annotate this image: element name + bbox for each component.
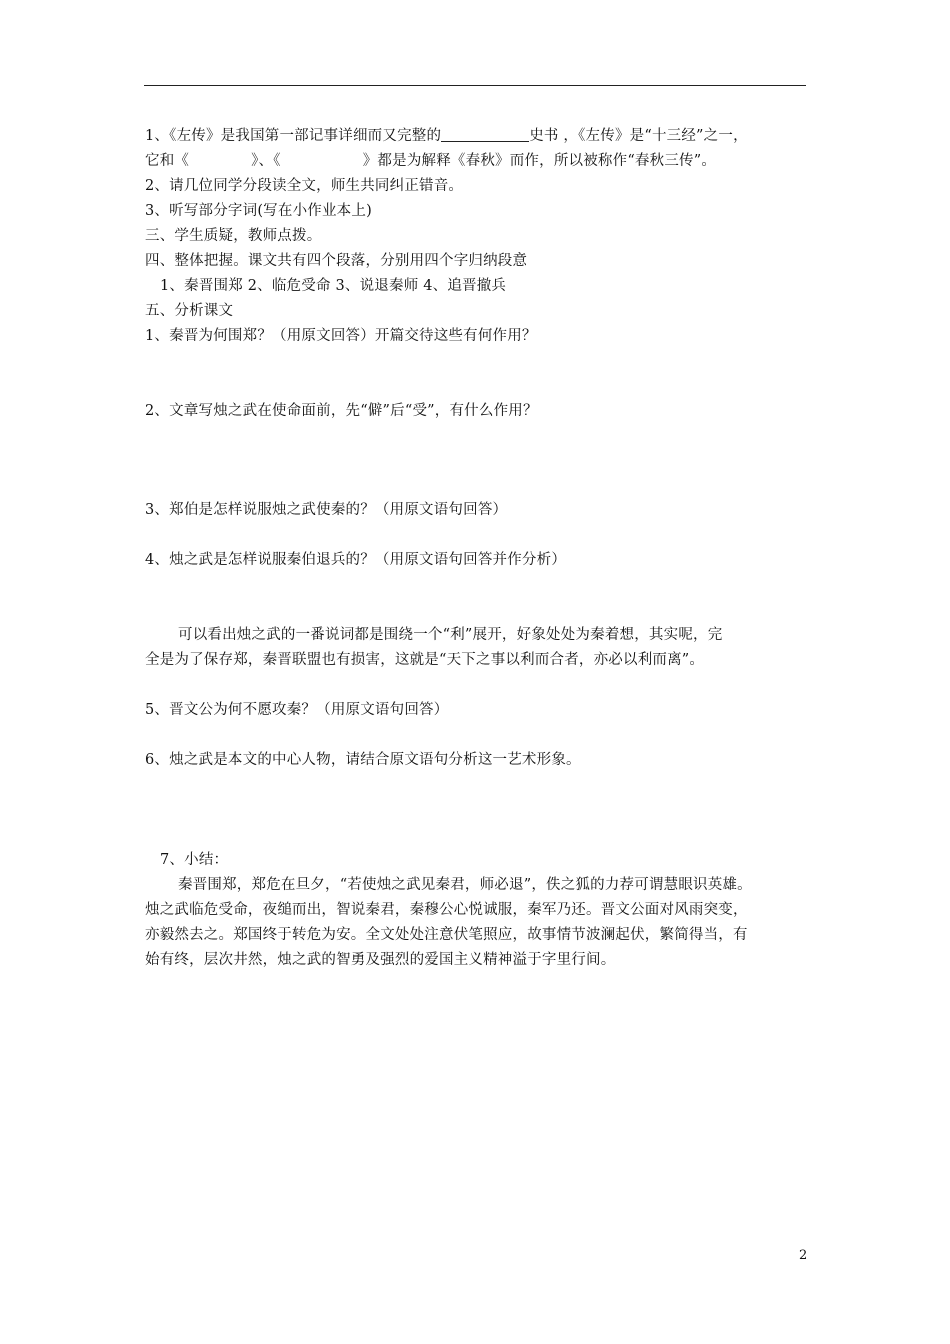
header-rule <box>144 85 806 86</box>
summary-line: 始有终，层次井然，烛之武的智勇及强烈的爱国主义精神溢于字里行间。 <box>145 952 616 968</box>
question-1: 1、秦晋为何围郑？（用原文回答）开篇交待这些有何作用？ <box>145 328 537 344</box>
question-6: 6、烛之武是本文的中心人物，请结合原文语句分析这一艺术形象。 <box>145 752 581 768</box>
intro-text-e: 》都是为解释《春秋》而作，所以被称作“春秋三传”。 <box>362 153 717 169</box>
fill-blank-1[interactable] <box>441 127 529 142</box>
intro-text-b: 史书 ，《左传》是“十三经”之一， <box>529 128 748 144</box>
analysis-line2: 全是为了保存郑，秦晋联盟也有损害，这就是“天下之事以利而合者，亦必以利而离”。 <box>145 652 705 668</box>
intro-text-d: 》、《 <box>251 153 281 169</box>
section-heading: 五、分析课文 <box>145 303 234 319</box>
summary-heading: 7、小结： <box>160 852 229 868</box>
page-number: 2 <box>799 1248 808 1263</box>
intro-text-c: 它和《 <box>145 153 190 169</box>
step-line: 2、请几位同学分段读全文，师生共同纠正错音。 <box>145 178 464 194</box>
section-heading: 四、整体把握。课文共有四个段落，分别用四个字归纳段意 <box>145 253 528 269</box>
section-heading: 三、学生质疑，教师点拨。 <box>145 228 322 244</box>
summary-line: 秦晋围郑，郑危在旦夕，“若使烛之武见秦君，师必退”，佚之狐的力荐可谓慧眼识英雄。 <box>178 877 752 893</box>
analysis-line1: 可以看出烛之武的一番说词都是围绕一个“利”展开，好象处处为秦着想，其实呢，完 <box>178 627 723 643</box>
question-intro-line1 <box>145 126 748 146</box>
question-intro-line2 <box>145 151 716 171</box>
summary-line: 亦毅然去之。郑国终于转危为安。全文处处注意伏笔照应，故事情节波澜起伏，繁简得当，有 <box>145 927 748 943</box>
question-4: 4、烛之武是怎样说服秦伯退兵的？（用原文语句回答并作分析） <box>145 552 567 568</box>
paragraph-summary-list: 1、秦晋围郑 2、临危受命 3、说退秦师 4、追晋撤兵 <box>160 278 507 294</box>
step-line: 3、听写部分字词(写在小作业本上) <box>145 203 372 219</box>
summary-line: 烛之武临危受命，夜缒而出，智说秦君，秦穆公心悦诚服，秦军乃还。晋文公面对风雨突变， <box>145 902 748 918</box>
question-3: 3、郑伯是怎样说服烛之武使秦的？（用原文语句回答） <box>145 502 508 518</box>
question-2: 2、文章写烛之武在使命面前，先“僻”后“受”，有什么作用？ <box>145 403 538 419</box>
intro-text-a: 1、《左传》是我国第一部记事详细而又完整的 <box>145 128 442 144</box>
question-5: 5、晋文公为何不愿攻秦？（用原文语句回答） <box>145 702 449 718</box>
